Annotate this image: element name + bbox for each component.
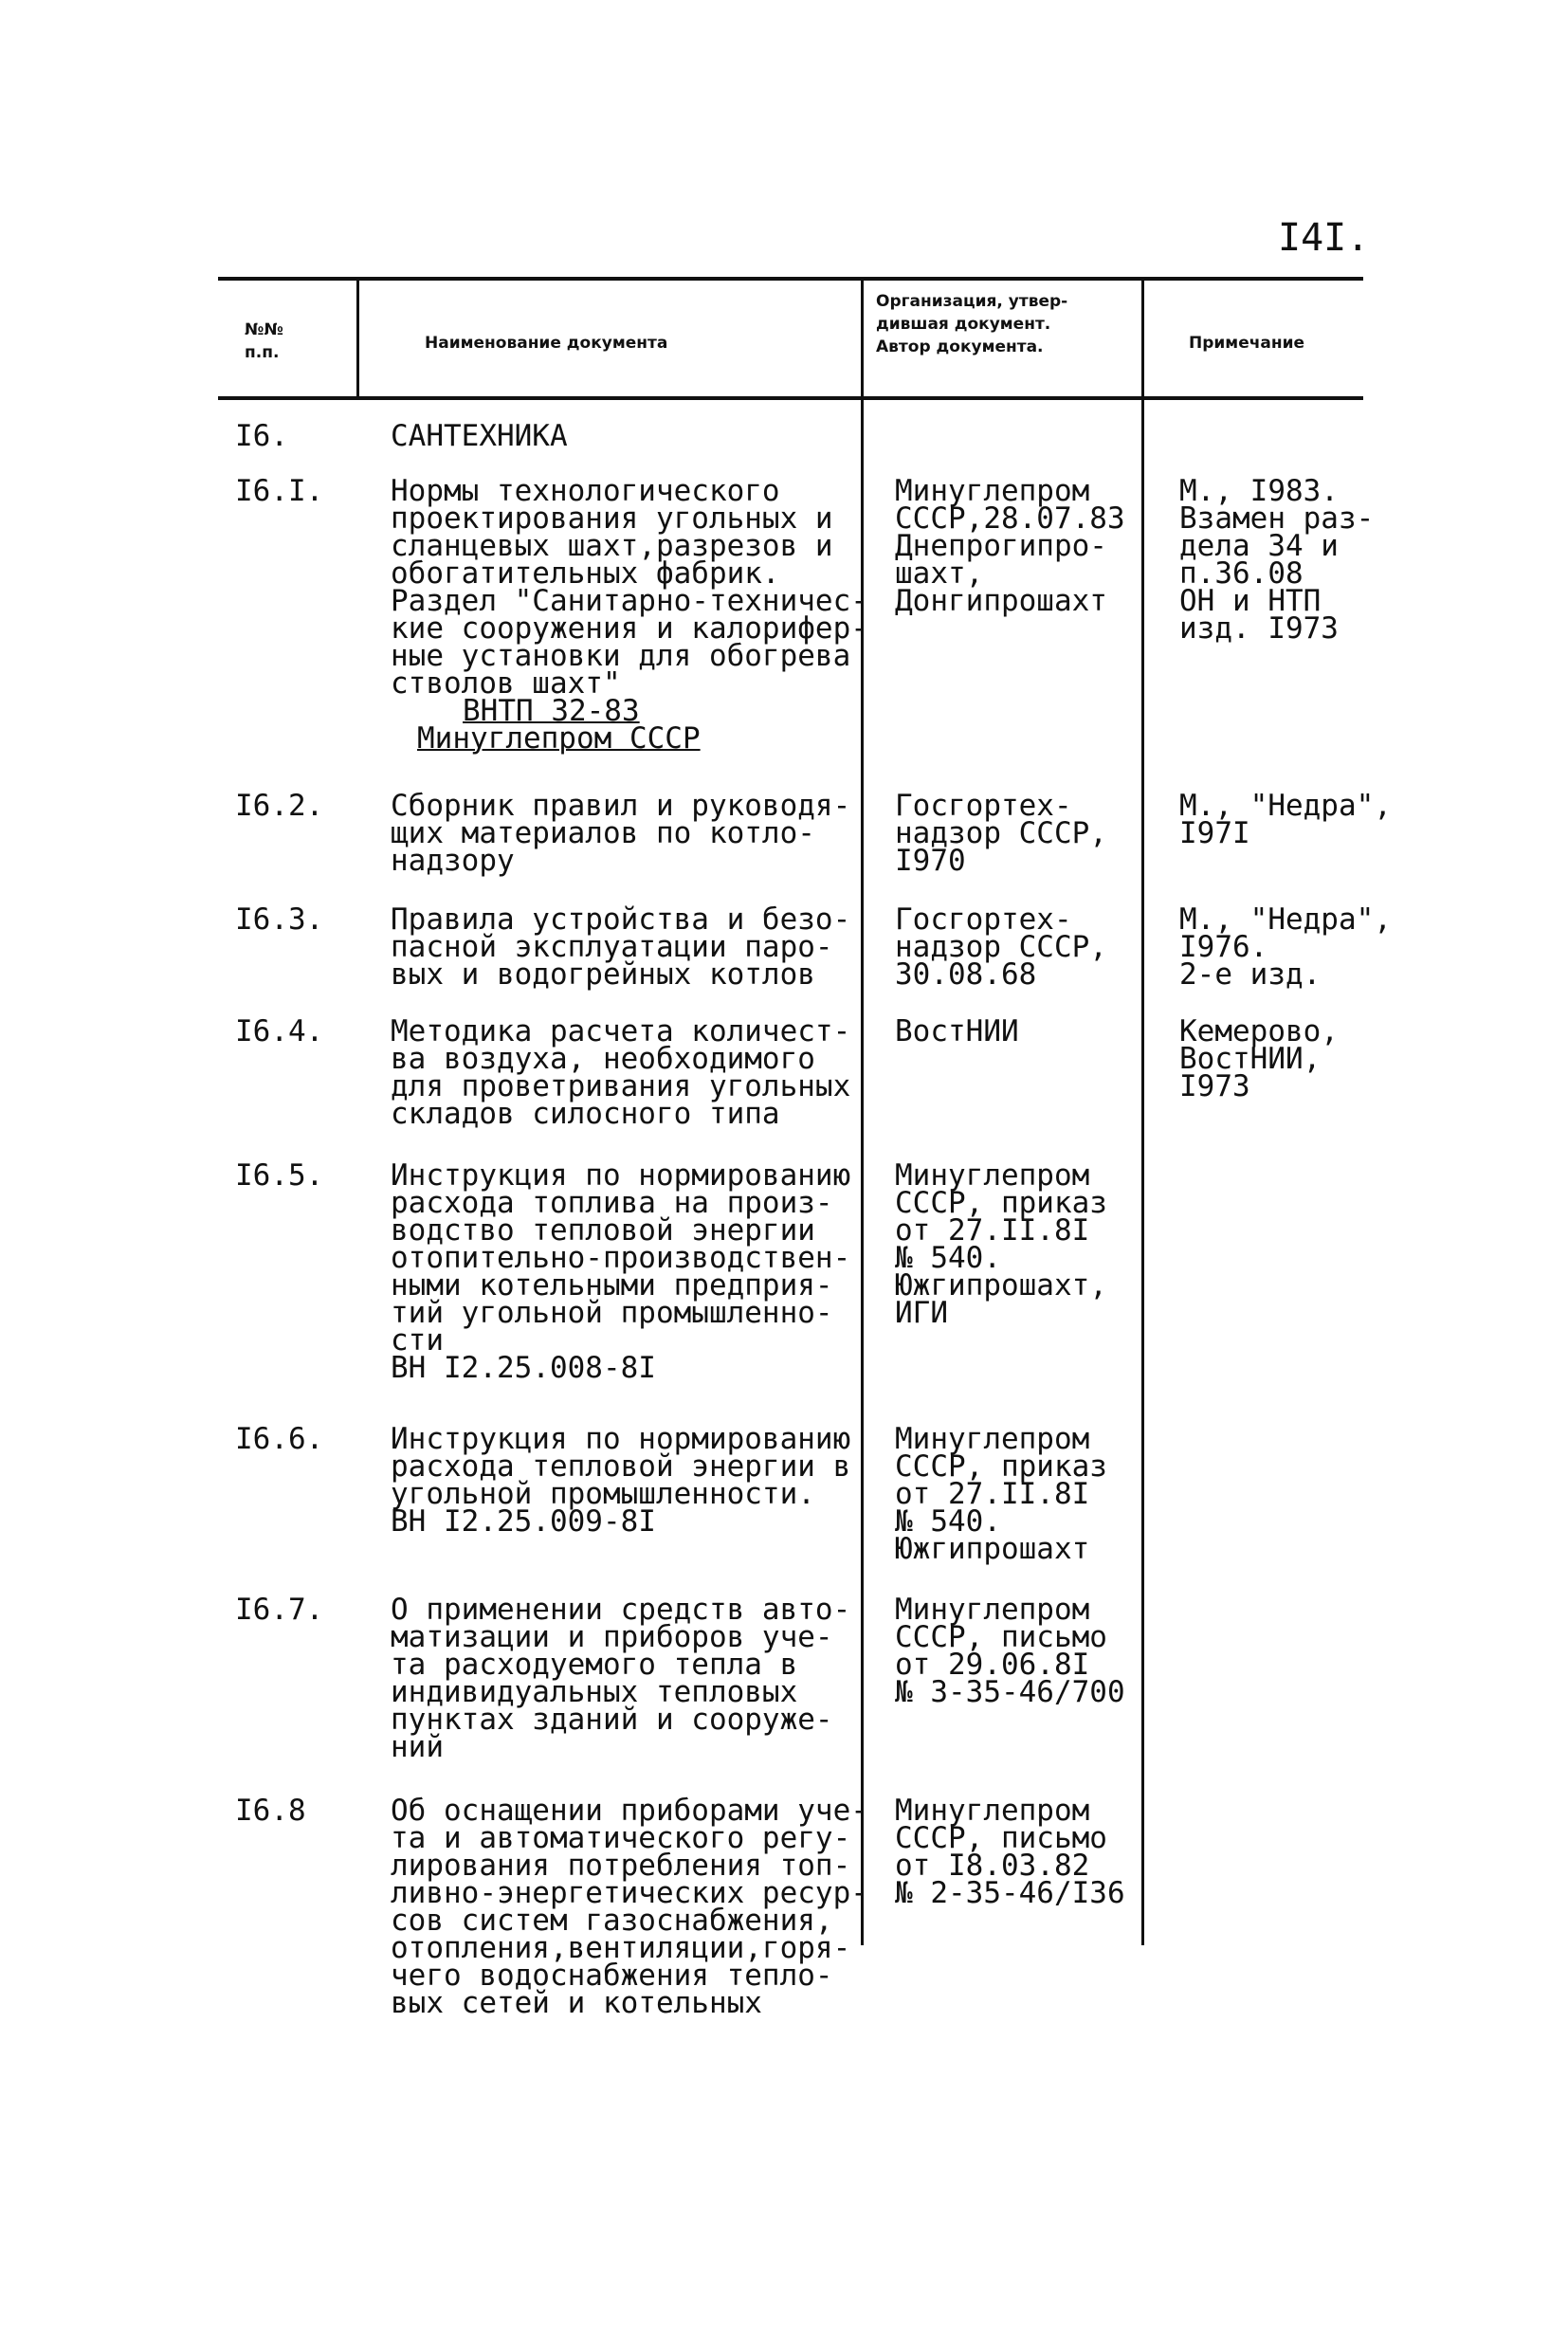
row-number: I6.7. <box>235 1593 324 1627</box>
row-document-name: Инструкция по нормированию расхода тепловой энергии в угольной промышленности. ВН I2.25.009-8I <box>391 1422 851 1539</box>
row-note: М., "Недра", I976. 2-е изд. <box>1179 902 1392 992</box>
row-note: М., "Недра", I97I <box>1179 789 1392 850</box>
row-note: Кемерово, ВостНИИ, I973 <box>1179 1014 1339 1103</box>
row-document-name: Сборник правил и руководя- щих материалов по котло- надзору <box>391 789 851 878</box>
row-organization: Минуглепром СССР,28.07.83 Днепрогипро- шахт, Донгипрошахт <box>895 474 1125 618</box>
row-number: I6.3. <box>235 902 324 937</box>
row-note: М., I983. Взамен раз- дела 34 и п.36.08 ОН и НТП изд. I973 <box>1179 474 1375 646</box>
row-document-code: ВНТП 32-83 <box>463 694 640 728</box>
row-organization: Минуглепром СССР, письмо от 29.06.8I № 3-35-46/700 <box>895 1593 1125 1709</box>
row-organization: ВостНИИ <box>895 1014 1019 1048</box>
row-document-name: Об оснащении приборами уче- та и автоматического регу- лирования потребления топ- ливно-энергетических ресур- сов систем газоснабжения, отопления,вентиляции,горя- чего водоснабжения тепло- вых сетей и котельных <box>391 1794 868 2020</box>
row-number: I6.6. <box>235 1422 324 1456</box>
row-organization: Госгортех- надзор СССР, I970 <box>895 789 1107 878</box>
row-organization: Минуглепром СССР, приказ от 27.II.8I № 540. Южгипрошахт <box>895 1422 1107 1566</box>
header-col-name: Наименование документа <box>425 334 668 353</box>
section-title: САНТЕХНИКА <box>391 419 568 453</box>
row-document-name: Нормы технологического проектирования угольных и сланцевых шахт,разрезов и обогатительных фабрик. Раздел "Санитарно-техничес- кие сооружения и калорифер- ные установки для обогрева стволов шахт" <box>391 474 868 701</box>
row-number: I6.8 <box>235 1794 306 1828</box>
table-top-rule <box>218 277 1363 281</box>
row-number: I6.4. <box>235 1014 324 1048</box>
row-document-approver: Минуглепром СССР <box>417 721 701 756</box>
row-organization: Минуглепром СССР, письмо от I8.03.82 № 2-35-46/I36 <box>895 1794 1125 1910</box>
section-number: I6. <box>235 419 288 453</box>
row-number: I6.2. <box>235 789 324 823</box>
row-document-name: О применении средств авто- матизации и приборов уче- та расходуемого тепла в индивидуальных тепловых пунктах зданий и сооруже- ний <box>391 1593 851 1764</box>
row-document-name: Инструкция по нормированию расхода топлива на произ- водство тепловой энергии отопительно-производствен- ными котельными предприя- тий угольной промышленно- сти ВН I2.25.008-8I <box>391 1158 851 1385</box>
row-number: I6.5. <box>235 1158 324 1193</box>
row-organization: Минуглепром СССР, приказ от 27.II.8I № 540. Южгипрошахт, ИГИ <box>895 1158 1107 1330</box>
row-organization: Госгортех- надзор СССР, 30.08.68 <box>895 902 1107 992</box>
header-col-org: Организация, утвер- дившая документ. Автор документа. <box>876 292 1068 356</box>
row-document-name: Методика расчета количест- ва воздуха, необходимого для проветривания угольных складов силосного типа <box>391 1014 851 1131</box>
header-col-num: №№ п.п. <box>245 320 283 362</box>
row-number: I6.I. <box>235 474 324 508</box>
page-number: I4I. <box>1278 216 1370 260</box>
header-bottom-rule <box>218 396 1363 400</box>
column-divider-1 <box>356 281 359 396</box>
column-divider-3 <box>1141 277 1144 1945</box>
header-col-note: Примечание <box>1189 334 1305 353</box>
row-document-name: Правила устройства и безо- пасной эксплуатации паро- вых и водогрейных котлов <box>391 902 851 992</box>
